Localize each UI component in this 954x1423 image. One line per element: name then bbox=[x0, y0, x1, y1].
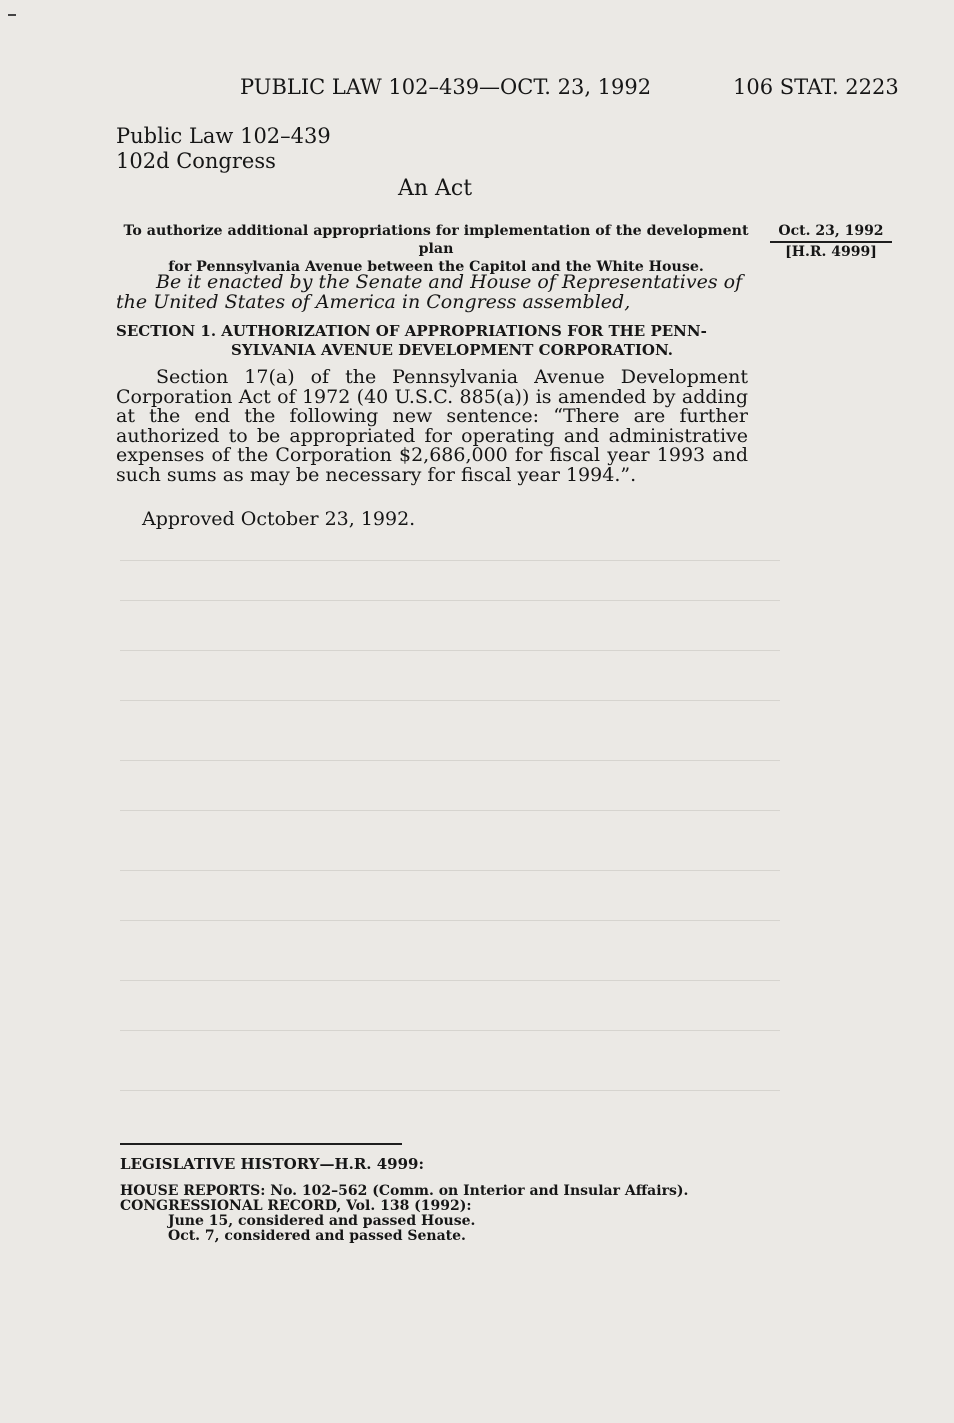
margin-note-date: Oct. 23, 1992 bbox=[778, 223, 884, 239]
scan-mark bbox=[8, 14, 16, 16]
congress-number: 102d Congress bbox=[116, 149, 276, 173]
margin-note-bill: [H.R. 4999] bbox=[785, 244, 877, 260]
section-heading bbox=[116, 322, 748, 360]
record-entry: June 15, considered and passed House. bbox=[168, 1213, 476, 1229]
act-purpose bbox=[116, 222, 756, 276]
section-heading-line-2: SYLVANIA AVENUE DEVELOPMENT CORPORATION. bbox=[231, 341, 673, 359]
stat-page-number: 106 STAT. 2223 bbox=[733, 75, 899, 99]
section-body: Section 17(a) of the Pennsylvania Avenue Development Corporation Act of 1972 (40 U.S.C. 885(a)) is amended by adding at the end the following new sentence: “There are further authorized to be appropriated for operating and administrative expenses of the Corporation $2,686,000 for fiscal year 1993 and such sums as may be necessary for fiscal year 1994.”. bbox=[116, 366, 748, 486]
purpose-line-2: for Pennsylvania Avenue between the Capitol and the White House. bbox=[168, 259, 704, 275]
purpose-line-1: To authorize additional appropriations for implementation of the development plan bbox=[123, 223, 749, 257]
congressional-record-line: CONGRESSIONAL RECORD, Vol. 138 (1992): bbox=[120, 1198, 472, 1214]
approval-date: Approved October 23, 1992. bbox=[142, 508, 416, 530]
record-entry: Oct. 7, considered and passed Senate. bbox=[168, 1228, 466, 1244]
legislative-history-heading: LEGISLATIVE HISTORY—H.R. 4999: bbox=[120, 1155, 425, 1173]
section-heading-line-1: SECTION 1. AUTHORIZATION OF APPROPRIATIONS FOR THE PENN- bbox=[116, 322, 707, 340]
footer-divider bbox=[120, 1143, 402, 1145]
law-identification bbox=[116, 124, 331, 174]
act-title: An Act bbox=[397, 176, 473, 201]
public-law-number: Public Law 102–439 bbox=[116, 124, 331, 148]
house-reports-line: HOUSE REPORTS: No. 102–562 (Comm. on Interior and Insular Affairs). bbox=[120, 1183, 689, 1199]
enacting-clause: Be it enacted by the Senate and House of Representatives of the United States of America in Congress assembled, bbox=[116, 271, 743, 313]
running-head: PUBLIC LAW 102–439—OCT. 23, 1992 bbox=[240, 75, 652, 99]
